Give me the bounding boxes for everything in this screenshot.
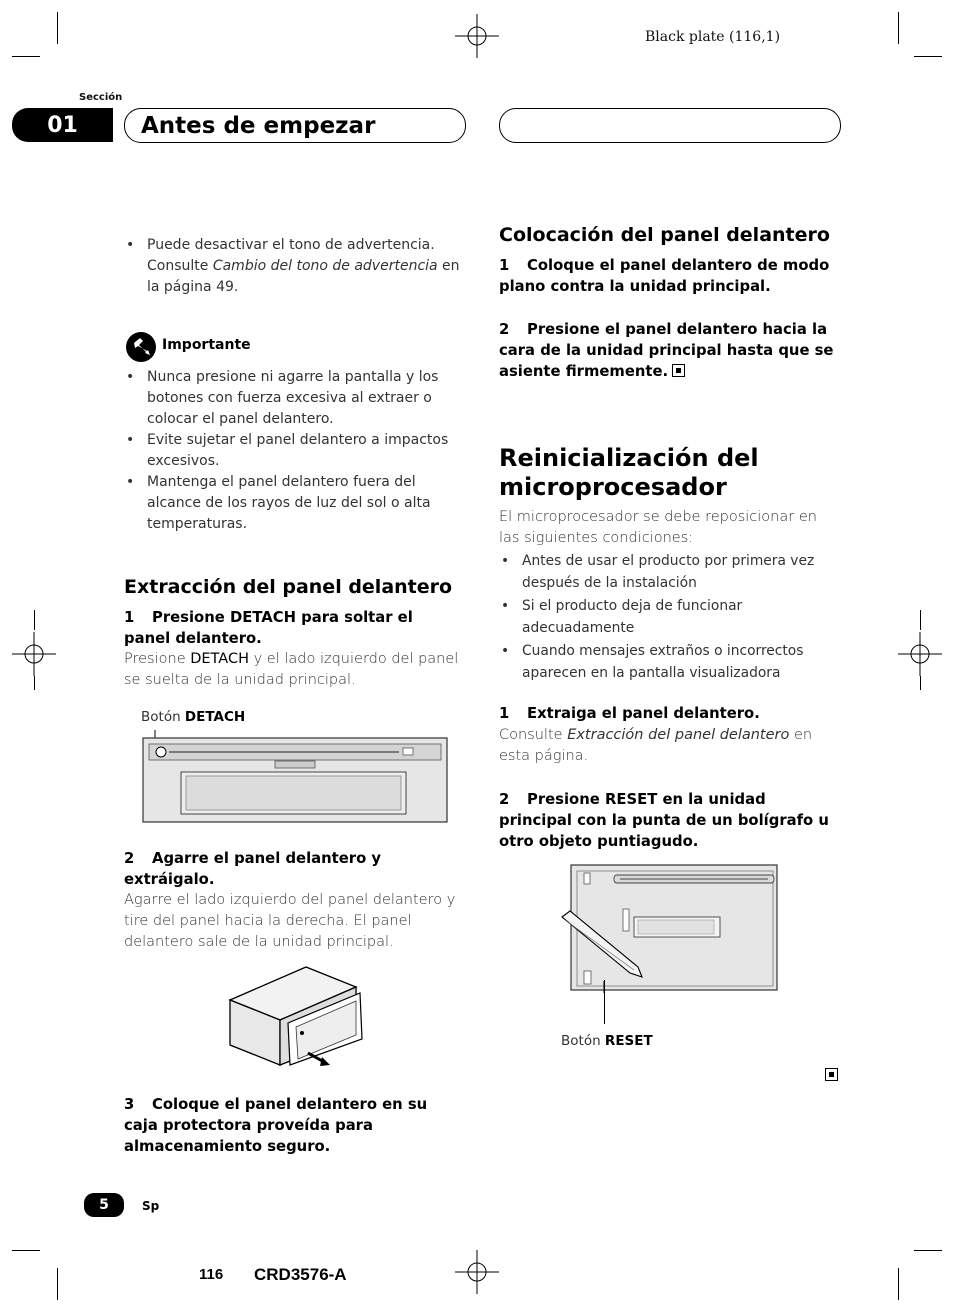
plate-label: Black plate (116,1) xyxy=(645,29,781,45)
crop-mark xyxy=(12,1250,40,1251)
list-item: • Antes de usar el producto por primera vez después de la instalación xyxy=(499,551,839,594)
crop-mark xyxy=(34,676,35,690)
placement-step-1: 1 Coloque el panel delantero de modo plano contra la unidad principal. xyxy=(499,257,830,295)
list-item: • Mantenga el panel delantero fuera del alcance de los rayos de luz del sol o alta temperaturas. xyxy=(124,472,469,535)
extraction-step-3: 3 Coloque el panel delantero en su caja protectora proveída para almacenamiento seguro. xyxy=(124,1096,428,1155)
extraction-step-2: 2 Agarre el panel delantero y extráigalo. xyxy=(124,850,382,888)
crop-mark xyxy=(57,12,58,44)
important-list xyxy=(124,367,469,535)
reset-illustration xyxy=(560,863,780,993)
crop-mark xyxy=(34,610,35,630)
reset-caption: Botón RESET xyxy=(561,1033,653,1049)
crop-mark xyxy=(898,1268,899,1300)
section-number: 01 xyxy=(12,108,113,142)
registration-mark-right xyxy=(898,632,942,676)
list-item: • Nunca presione ni agarre la pantalla y los botones con fuerza excesiva al extraer o colocar el panel delantero. xyxy=(124,367,469,430)
registration-mark-top xyxy=(455,14,499,58)
reset-step-1: 1 Extraiga el panel delantero. xyxy=(499,705,760,722)
list-item: • Evite sujetar el panel delantero a impactos excesivos. xyxy=(124,430,469,472)
crop-mark xyxy=(920,676,921,690)
end-mark-icon xyxy=(825,1065,838,1084)
reset-conditions-list xyxy=(499,551,839,686)
placement-step-2: 2 Presione el panel delantero hacia la cara de la unidad principal hasta que se asiente firmemente. xyxy=(499,321,834,380)
page-number-badge: 5 xyxy=(84,1193,124,1217)
extraction-heading: Extracción del panel delantero xyxy=(124,576,453,598)
reset-intro: El microprocesador se debe reposicionar en las siguientes condiciones: xyxy=(499,509,817,546)
list-item: • Cuando mensajes extraños o incorrectos aparecen en la pantalla visualizadora xyxy=(499,641,839,684)
important-label: Importante xyxy=(162,337,251,353)
cross-reference-link[interactable]: Cambio del tono de advertencia xyxy=(212,258,438,274)
registration-mark-bottom xyxy=(455,1250,499,1294)
crop-mark xyxy=(57,1268,58,1300)
placement-heading: Colocación del panel delantero xyxy=(499,224,830,246)
registration-mark-left xyxy=(12,632,56,676)
reset-step-2: 2 Presione RESET en la unidad principal con la punta de un bolígrafo u otro objeto puntiagudo. xyxy=(499,791,829,850)
list-item: • Si el producto deja de funcionar adecuadamente xyxy=(499,596,839,639)
crop-mark xyxy=(12,56,40,57)
crop-mark xyxy=(914,56,942,57)
reset-heading: Reinicialización del microprocesador xyxy=(499,444,759,501)
crop-mark xyxy=(914,1250,942,1251)
empty-title-box xyxy=(499,108,841,143)
reset-step-1-body: Consulte Extracción del panel delantero en esta página. xyxy=(499,727,813,764)
section-title: Antes de empezar xyxy=(141,112,376,139)
pull-out-illustration xyxy=(226,965,366,1070)
language-label: Sp xyxy=(142,1199,160,1213)
section-title-box xyxy=(124,108,466,143)
product-code: CRD3576-A xyxy=(254,1265,347,1284)
list-item: • Puede desactivar el tono de advertencia. Consulte Cambio del tono de advertencia en la página 49. xyxy=(124,235,469,298)
end-mark-icon xyxy=(672,364,685,377)
extraction-step-1: 1 Presione DETACH para soltar el panel delantero. xyxy=(124,609,413,647)
detach-illustration xyxy=(141,730,451,823)
intro-bullet-list xyxy=(124,235,469,298)
extraction-step-1-body: Presione DETACH y el lado izquierdo del panel se suelta de la unidad principal. xyxy=(124,651,459,688)
reset-leader-line xyxy=(604,980,605,1024)
crop-mark xyxy=(920,610,921,630)
important-icon xyxy=(125,331,157,363)
extraction-step-2-body: Agarre el lado izquierdo del panel delantero y tire del panel hacia la derecha. El panel delantero sale de la unidad principal. xyxy=(124,892,456,950)
section-label: Sección xyxy=(79,92,123,103)
crop-mark xyxy=(898,12,899,44)
cross-reference-link[interactable]: Extracción del panel delantero xyxy=(567,727,790,743)
print-page-number: 116 xyxy=(199,1266,224,1283)
detach-caption: Botón DETACH xyxy=(141,709,246,725)
